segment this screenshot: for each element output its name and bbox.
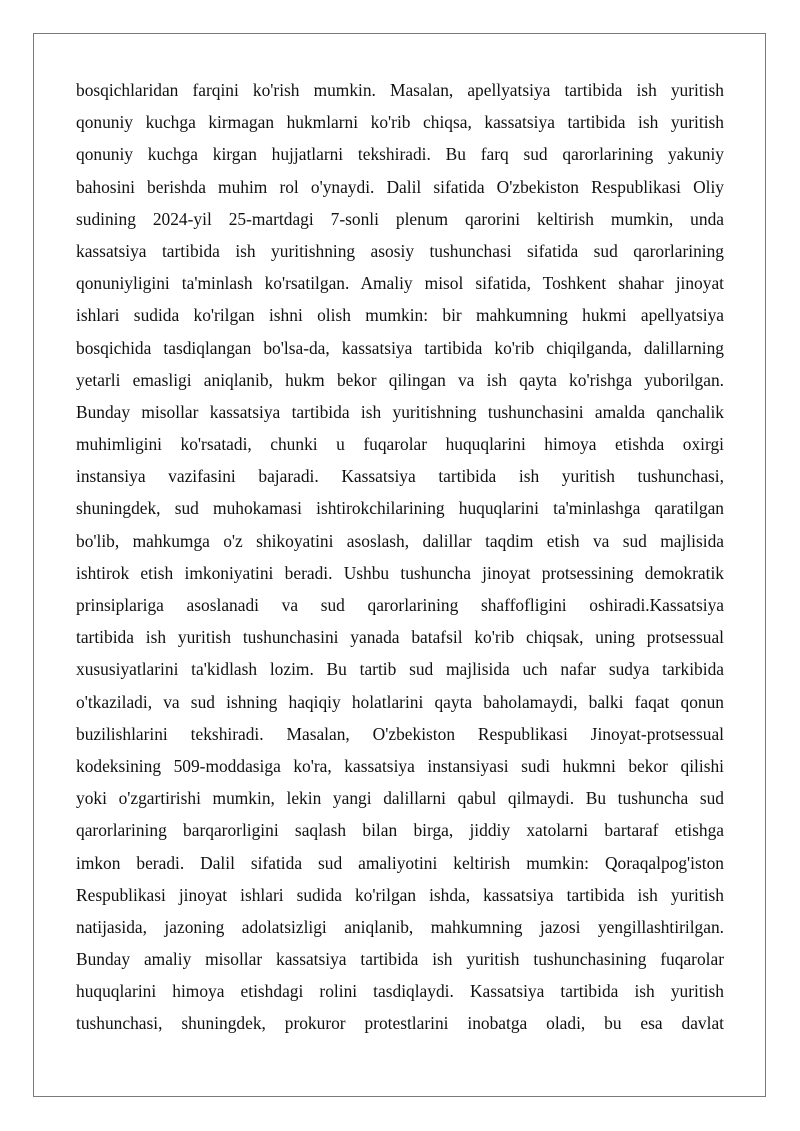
text-line: Bunday misollar kassatsiya tartibida ish yuritishning tushunchasini amalda qanchalik xyxy=(76,401,724,422)
text-line: qonuniyligini ta'minlash ko'rsatilgan. Amaliy misol sifatida, Toshkent shahar jinoyat xyxy=(76,273,724,294)
text-line: sudining 2024-yil 25-martdagi 7-sonli plenum qarorini keltirish mumkin, unda xyxy=(76,208,724,229)
text-line: imkon beradi. Dalil sifatida sud amaliyotini keltirish mumkin: Qoraqalpog'iston xyxy=(76,852,724,873)
text-line: bo'lib, mahkumga o'z shikoyatini asoslash, dalillar taqdim etish va sud majlisida xyxy=(76,530,724,551)
text-line: xususiyatlarini ta'kidlash lozim. Bu tartib sud majlisida uch nafar sudya tarkibida xyxy=(76,659,724,680)
text-line: bosqichida tasdiqlangan bo'lsa-da, kassatsiya tartibida ko'rib chiqilganda, dalillarning xyxy=(76,337,724,358)
text-line: Respublikasi jinoyat ishlari sudida ko'rilgan ishda, kassatsiya tartibida ish yuritish xyxy=(76,884,724,905)
text-line: kassatsiya tartibida ish yuritishning asosiy tushunchasi sifatida sud qarorlarining xyxy=(76,240,724,261)
text-line: instansiya vazifasini bajaradi. Kassatsiya tartibida ish yuritish tushunchasi, xyxy=(76,466,724,487)
text-line: tushunchasi, shuningdek, prokuror protestlarini inobatga oladi, bu esa davlat xyxy=(76,1013,724,1034)
text-line: bahosini berishda muhim rol o'ynaydi. Dalil sifatida O'zbekiston Respublikasi Oliy xyxy=(76,176,724,197)
text-line: buzilishlarini tekshiradi. Masalan, O'zbekiston Respublikasi Jinoyat-protsessual xyxy=(76,723,724,744)
text-line: qarorlarining barqarorligini saqlash bilan birga, jiddiy xatolarni bartaraf etishga xyxy=(76,820,724,841)
text-line: ishlari sudida ko'rilgan ishni olish mumkin: bir mahkumning hukmi apellyatsiya xyxy=(76,305,724,326)
text-line: bosqichlaridan farqini ko'rish mumkin. Masalan, apellyatsiya tartibida ish yuritish xyxy=(76,80,724,100)
text-line: kodeksining 509-moddasiga ko'ra, kassatsiya instansiyasi sudi hukmni bekor qilishi xyxy=(76,755,724,776)
text-line: qonuniy kuchga kirgan hujjatlarni tekshiradi. Bu farq sud qarorlarining yakuniy xyxy=(76,144,724,165)
text-line: huquqlarini himoya etishdagi rolini tasdiqlaydi. Kassatsiya tartibida ish yuritish xyxy=(76,981,724,1002)
body-paragraph xyxy=(76,74,724,1040)
text-line: prinsiplariga asoslanadi va sud qarorlarining shaffofligini oshiradi.Kassatsiya xyxy=(76,595,724,615)
text-line: tartibida ish yuritish tushunchasini yanada batafsil ko'rib chiqsak, uning protsessual xyxy=(76,627,724,648)
text-line: yoki o'zgartirishi mumkin, lekin yangi dalillarni qabul qilmaydi. Bu tushuncha sud xyxy=(76,788,724,809)
text-line: o'tkaziladi, va sud ishning haqiqiy holatlarini qayta baholamaydi, balki faqat qonun xyxy=(76,691,724,712)
text-line: yetarli emasligi aniqlanib, hukm bekor qilingan va ish qayta ko'rishga yuborilgan. xyxy=(76,369,724,390)
text-line: qonuniy kuchga kirmagan hukmlarni ko'rib chiqsa, kassatsiya tartibida ish yuritish xyxy=(76,112,724,133)
text-line: ishtirok etish imkoniyatini beradi. Ushbu tushuncha jinoyat protsessining demokratik xyxy=(76,562,724,583)
text-line: Bunday amaliy misollar kassatsiya tartibida ish yuritish tushunchasining fuqarolar xyxy=(76,949,724,970)
text-line: shuningdek, sud muhokamasi ishtirokchilarining huquqlarini ta'minlashga qaratilgan xyxy=(76,498,724,519)
text-line: muhimligini ko'rsatadi, chunki u fuqarolar huquqlarini himoya etishda oxirgi xyxy=(76,434,724,455)
text-line: natijasida, jazoning adolatsizligi aniqlanib, mahkumning jazosi yengillashtirilgan. xyxy=(76,916,724,937)
